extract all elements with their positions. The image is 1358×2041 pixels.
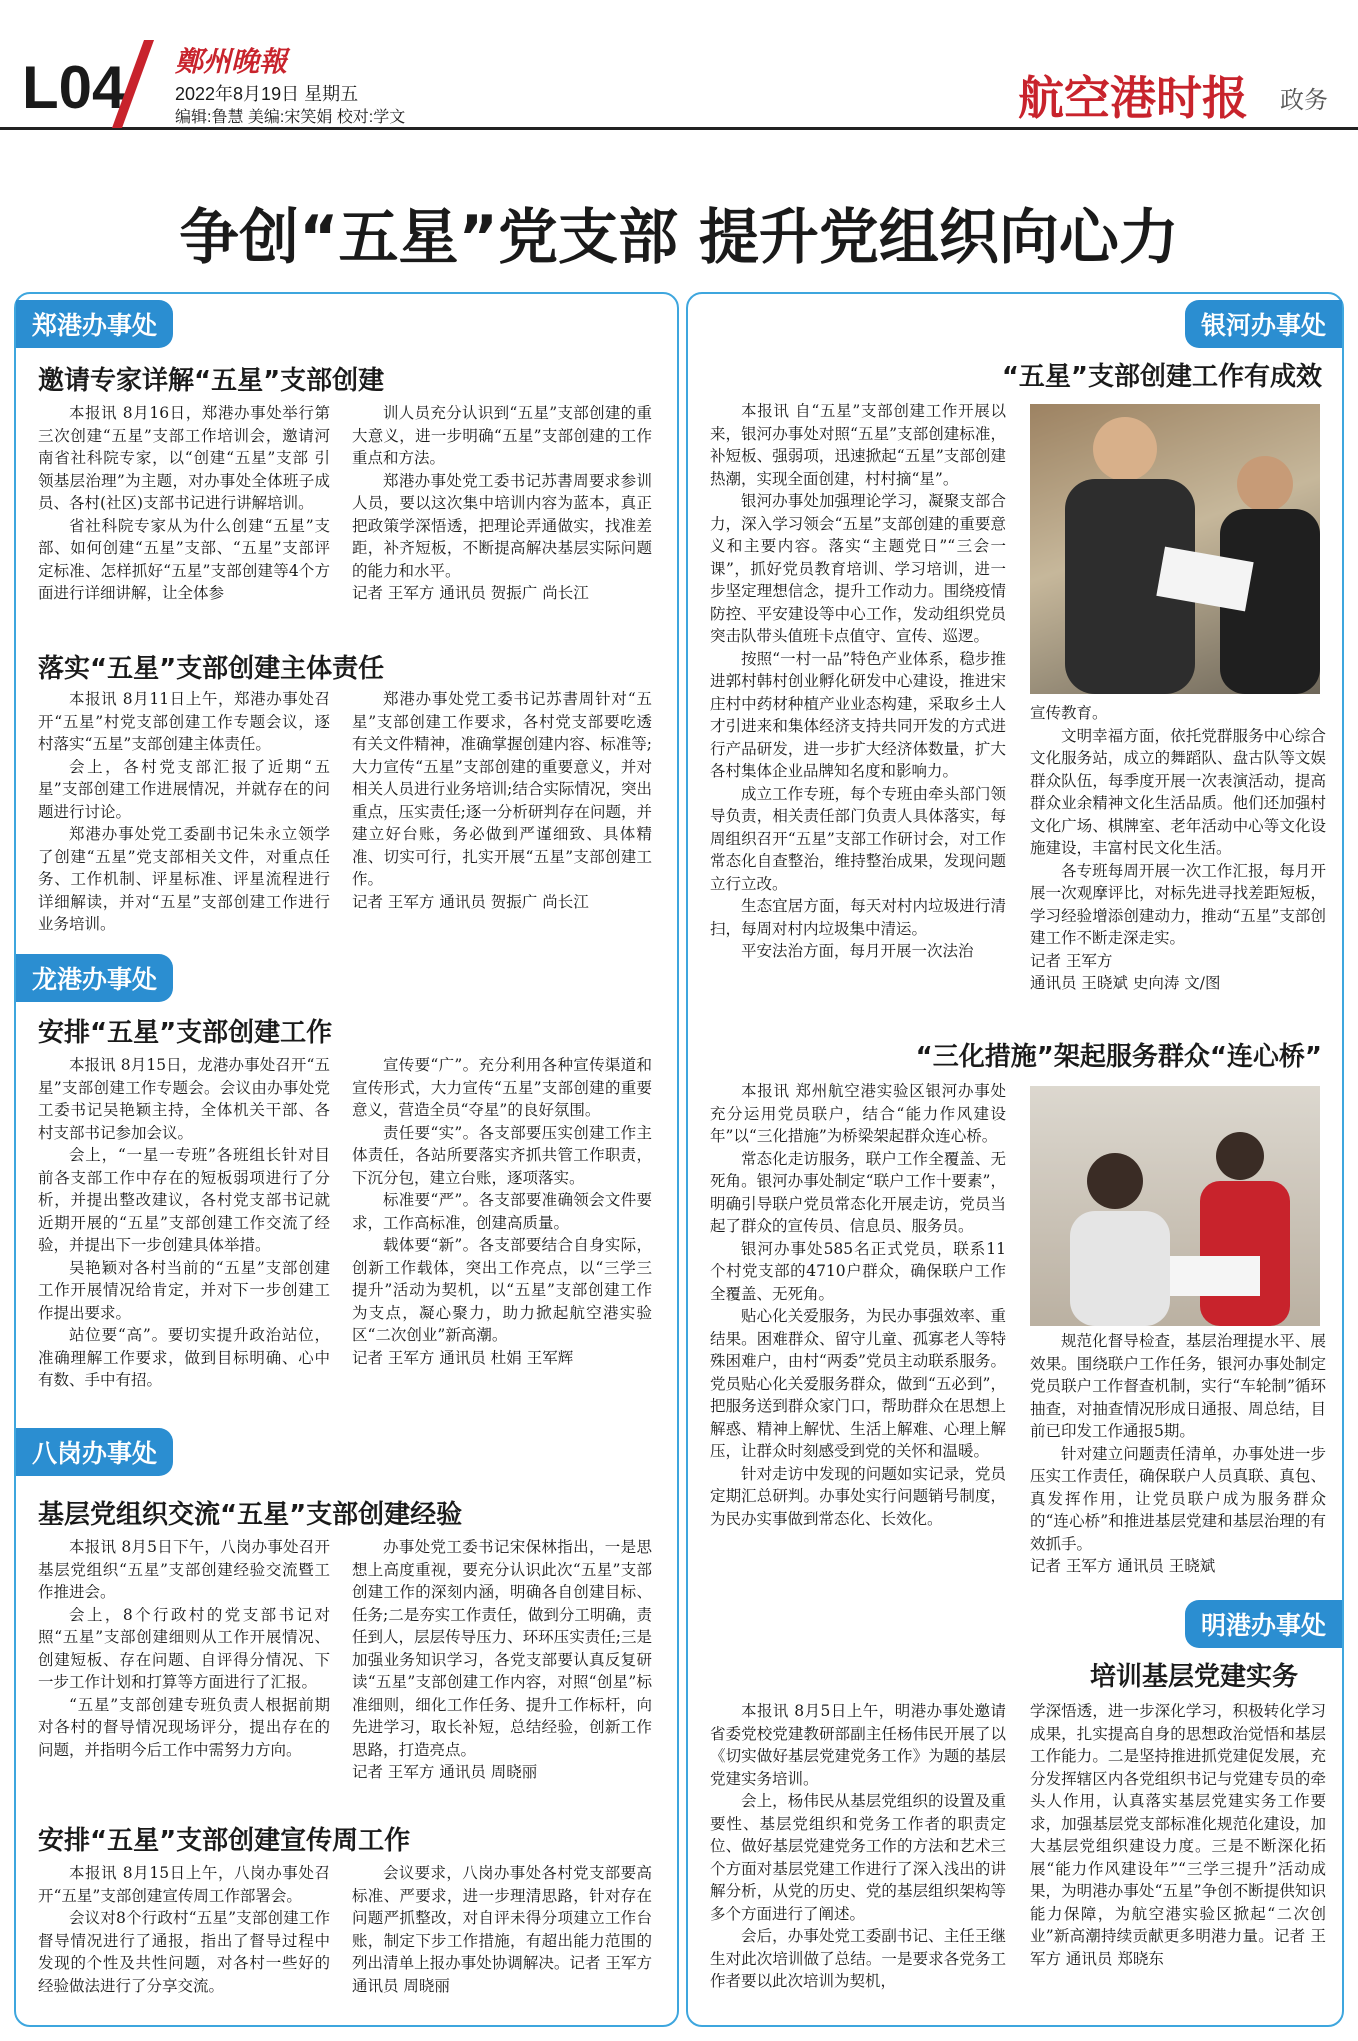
photo-inspection — [1030, 404, 1320, 694]
tag-minggang: 明港办事处 — [1185, 1600, 1342, 1648]
section-label: 政务 — [1280, 87, 1328, 114]
article-title: 安排“五星”支部创建工作 — [38, 1018, 333, 1048]
article-col: 本报讯 8月16日，郑港办事处举行第三次创建“五星”支部工作培训会，邀请河南省社科院专家，以“创建“五星”支部 引领基层治理”为主题，对办事处全体班子成员、各村(社区)支部书记进行讲解培训。 省社科院专家从为什么创建“五星”支部、如何创建“五星”支部、“五星”支部评定标准、怎样抓好“五星”支部创建等4个方面进行详细讲解，让全体参 — [38, 404, 330, 602]
tag-yinhe: 银河办事处 — [1185, 300, 1342, 348]
tag-zhenggang: 郑港办事处 — [16, 300, 173, 348]
article-title: 安排“五星”支部创建宣传周工作 — [38, 1826, 411, 1856]
tag-longgang: 龙港办事处 — [16, 954, 173, 1002]
photo-visit — [1030, 1086, 1320, 1326]
tag-bagang: 八岗办事处 — [16, 1428, 173, 1476]
article-title: “三化措施”架起服务群众“连心桥” — [915, 1042, 1322, 1072]
page-number: L04 — [22, 54, 126, 121]
visit-illustration — [1030, 1086, 1320, 1326]
issue-date: 2022年8月19日 星期五 — [175, 84, 359, 104]
brand-title: 航空港时报 — [1018, 72, 1248, 124]
article-col: 郑港办事处党工委书记苏書周针对“五星”支部创建工作要求，各村党支部要吃透有关文件精神，准确掌握创建内容、标准等;大力宣传“五星”支部创建的重要意义，并对相关人员进行业务培训;结合实际情况，突出重点，压实责任;逐一分析研判存在问题，并建立好台账，务必做到严谨细致、具体精准、切实可行，扎实开展“五星”支部创建工作。 记者 王军方 通讯员 贺振广 尚长江 — [352, 690, 652, 911]
article-col: 本报讯 8月15日上午，八岗办事处召开“五星”支部创建宣传周工作部署会。 会议对8个行政村“五星”支部创建工作督导情况进行了通报，指出了督导过程中发现的个性及共性问题，对各村一些好的经验做法进行了分享交流。 — [38, 1864, 330, 1995]
page-header — [0, 0, 1358, 130]
article-col: 办事处党工委书记宋保林指出，一是思想上高度重视，要充分认识此次“五星”支部创建工作的深刻内涵，明确各自创建目标、任务;二是夯实工作责任，做到分工明确，责任到人，层层传导压力、环环压实责任;三是加强业务知识学习，各党支部要认真反复研读“五星”支部创建工作内容，对照“创星”标准细则，细化工作任务、提升工作标杆，向先进学习，取长补短，总结经验，创新工作思路，打造亮点。 记者 王军方 通讯员 周晓丽 — [352, 1538, 652, 1781]
article-col: 学深悟透，进一步深化学习，积极转化学习成果，扎实提高自身的思想政治觉悟和基层工作能力。二是坚持推进抓党建促发展，充分发挥辖区内各党组织书记与党建专员的牵头人作用，认真落实基层党建实务工作要求，加强基层党支部标准化规范化建设，加大基层党组织建设力度。三是不断深化拓展“能力作风建设年”“三学三提升”活动成果，为明港办事处“五星”争创不断提供知识能力保障，为航空港实验区掀起“二次创业”新高潮持续贡献更多明港力量。记者 王军方 通讯员 郑晓东 — [1030, 1702, 1326, 1968]
article-col: 训人员充分认识到“五星”支部创建的重大意义，进一步明确“五星”支部创建的工作重点和方法。 郑港办事处党工委书记苏書周要求参训人员，要以这次集中培训内容为蓝本，真正把政策学深悟透，把理论弄通做实，找准差距，补齐短板，不断提高解决基层实际问题的能力和水平。 记者 王军方 通讯员 贺振广 尚长江 — [352, 404, 652, 602]
article-title: 邀请专家详解“五星”支部创建 — [38, 366, 385, 396]
editors-line: 编辑:鲁慧 美编:宋笑娟 校对:学文 — [175, 109, 406, 126]
article-col: 会议要求，八岗办事处各村党支部要高标准、严要求，进一步理清思路，针对存在问题严抓整改，对自评未得分项建立工作台账，制定下步工作措施，有超出能力范围的列出清单上报办事处协调解决。记者 王军方 通讯员 周晓丽 — [352, 1864, 652, 1995]
main-headline: 争创“五星”党支部 提升党组织向心力 — [179, 203, 1179, 273]
article-col: 宣传教育。 文明幸福方面，依托党群服务中心综合文化服务站，成立的舞蹈队、盘古队等文娱群众队伍，每季度开展一次表演活动，提高群众业余精神文化生活品质。他们还加强村文化广场、棋牌室、老年活动中心等文化设施建设，丰富村民文化生活。 各专班每周开展一次工作汇报，每月开展一次观摩评比，对标先进寻找差距短板，学习经验增添创建动力，推动“五星”支部创建工作不断走深走实。 记者 王军方 通讯员 王晓斌 史向涛 文/图 — [1030, 704, 1326, 992]
article-col: 本报讯 8月5日上午，明港办事处邀请省委党校党建教研部副主任杨伟民开展了以《切实做好基层党建党务工作》为题的基层党建实务培训。 会上，杨伟民从基层党组织的设置及重要性、基层党组织和党务工作者的职责定位、做好基层党建党务工作的方法和艺术三个方面对基层党建工作进行了深入浅出的讲解分析，从党的历史、党的基层组织架构等多个方面进行了阐述。 会后，办事处党工委副书记、主任王继生对此次培训做了总结。一是要求各党务工作者要以此次培训为契机， — [710, 1702, 1006, 1990]
article-title: “五星”支部创建工作有成效 — [1001, 362, 1322, 392]
article-col: 本报讯 8月5日下午，八岗办事处召开基层党组织“五星”支部创建经验交流暨工作推进会。 会上，8个行政村的党支部书记对照“五星”支部创建细则从工作开展情况、创建短板、存在问题、自评得分情况、下一步工作计划和打算等方面进行了汇报。 “五星”支部创建专班负责人根据前期对各村的督导情况现场评分，提出存在的问题，并指明今后工作中需努力方向。 — [38, 1538, 330, 1759]
article-col: 本报讯 自“五星”支部创建工作开展以来，银河办事处对照“五星”支部创建标准，补短板、强弱项，迅速掀起“五星”支部创建热潮，实现全面创建，村村摘“星”。 银河办事处加强理论学习，凝聚支部合力，深入学习领会“五星”支部创建的重要意义和主要内容。落实“主题党日”“三会一课”，抓好党员教育培训、学习培训，进一步坚定理想信念，提升工作动力。围绕疫情防控、平安建设等中心工作，发动组织党员突击队带头值班卡点值守、宣传、巡逻。 按照“一村一品”特色产业体系，稳步推进郭村韩村创业孵化研发中心建设，推进宋庄村中药材种植产业业态构建，采取乡土人才引进来和集体经济支持共同开发的方式进行产品研发，进一步扩大经济体数量，扩大各村集体企业品牌知名度和影响力。 成立工作专班，每个专班由牵头部门领导负责，相关责任部门负责人具体落实，每周组织召开“五星”支部工作研讨会，对工作常态化自查整治，维持整治成果，发现问题立行立改。 生态宜居方面，每天对村内垃圾进行清扫，每周对村内垃圾集中清运。 平安法治方面，每月开展一次法治 — [710, 402, 1006, 960]
article-title: 落实“五星”支部创建主体责任 — [38, 654, 385, 684]
article-col: 本报讯 8月11日上午，郑港办事处召开“五星”村党支部创建工作专题会议，逐村落实“五星”支部创建主体责任。 会上，各村党支部汇报了近期“五星”支部创建工作进展情况，并就存在的问题进行讨论。 郑港办事处党工委副书记朱永立领学了创建“五星”党支部相关文件，对重点任务、工作机制、评星标准、评星流程进行详细解读，并对“五星”支部创建工作进行业务培训。 — [38, 690, 330, 933]
article-col: 宣传要“广”。充分利用各种宣传渠道和宣传形式，大力宣传“五星”支部创建的重要意义，营造全员“夺星”的良好氛围。 责任要“实”。各支部要压实创建工作主体责任，各站所要落实齐抓共管工作职责，下沉分包，建立台账，逐项落实。 标准要“严”。各支部要准确领会文件要求，工作高标准，创建高质量。 载体要“新”。各支部要结合自身实际，创新工作载体，突出工作亮点，以“三学三提升”活动为契机，以“五星”支部创建工作为支点，凝心聚力，助力掀起航空港实验区“二次创业”新高潮。 记者 王军方 通讯员 杜娟 王军辉 — [352, 1056, 652, 1367]
people-illustration — [1030, 404, 1320, 694]
article-col: 本报讯 郑州航空港实验区银河办事处充分运用党员联户，结合“能力作风建设年”以“三化措施”为桥梁架起群众连心桥。 常态化走访服务，联户工作全覆盖、无死角。银河办事处制定“联户工作十要素”，明确引导联户党员常态化开展走访，党员当起了群众的宣传员、信息员、服务员。 银河办事处585名正式党员，联系11个村党支部的4710户群众，确保联户工作全覆盖、无死角。 贴心化关爱服务，为民办事强效率、重结果。困难群众、留守儿童、孤寡老人等特殊困难户，由村“两委”党员主动联系服务。党员贴心化关爱服务群众，做到“五必到”，把服务送到群众家门口，帮助群众在思想上解惑、精神上解忧、生活上解难、心理上解压，让群众时刻感受到党的关怀和温暖。 针对走访中发现的问题如实记录，党员定期汇总研判。办事处实行问题销号制度，为民办实事做到常态化、长效化。 — [710, 1082, 1006, 1528]
article-col: 本报讯 8月15日，龙港办事处召开“五星”支部创建工作专题会。会议由办事处党工委书记吴艳颖主持，全体机关干部、各村支部书记参加会议。 会上，“一星一专班”各班组长针对目前各支部工作中存在的短板弱项进行了分析，并提出整改建议，各村党支部书记就近期开展的“五星”支部创建工作交流了经验，并提出下一步创建具体举措。 吴艳颖对各村当前的“五星”支部创建工作开展情况给肯定，并对下一步创建工作提出要求。 站位要“高”。要切实提升政治站位，准确理解工作要求，做到目标明确、心中有数、手中有招。 — [38, 1056, 330, 1389]
article-title: 培训基层党建实务 — [1089, 1662, 1298, 1692]
article-title: 基层党组织交流“五星”支部创建经验 — [38, 1500, 463, 1530]
paper-logo: 鄭州晚報 — [175, 45, 288, 78]
article-col: 规范化督导检查，基层治理提水平、展效果。围绕联户工作任务，银河办事处制定党员联户工作督查机制，实行“车轮制”循环抽查，对抽查情况形成日通报、周总结，目前已印发工作通报5期。 针对建立问题责任清单，办事处进一步压实工作责任，确保联户人员真联、真包、真发挥作用，让党员联户成为服务群众的“连心桥”和推进基层党建和基层治理的有效抓手。 记者 王军方 通讯员 王晓斌 — [1030, 1332, 1326, 1575]
